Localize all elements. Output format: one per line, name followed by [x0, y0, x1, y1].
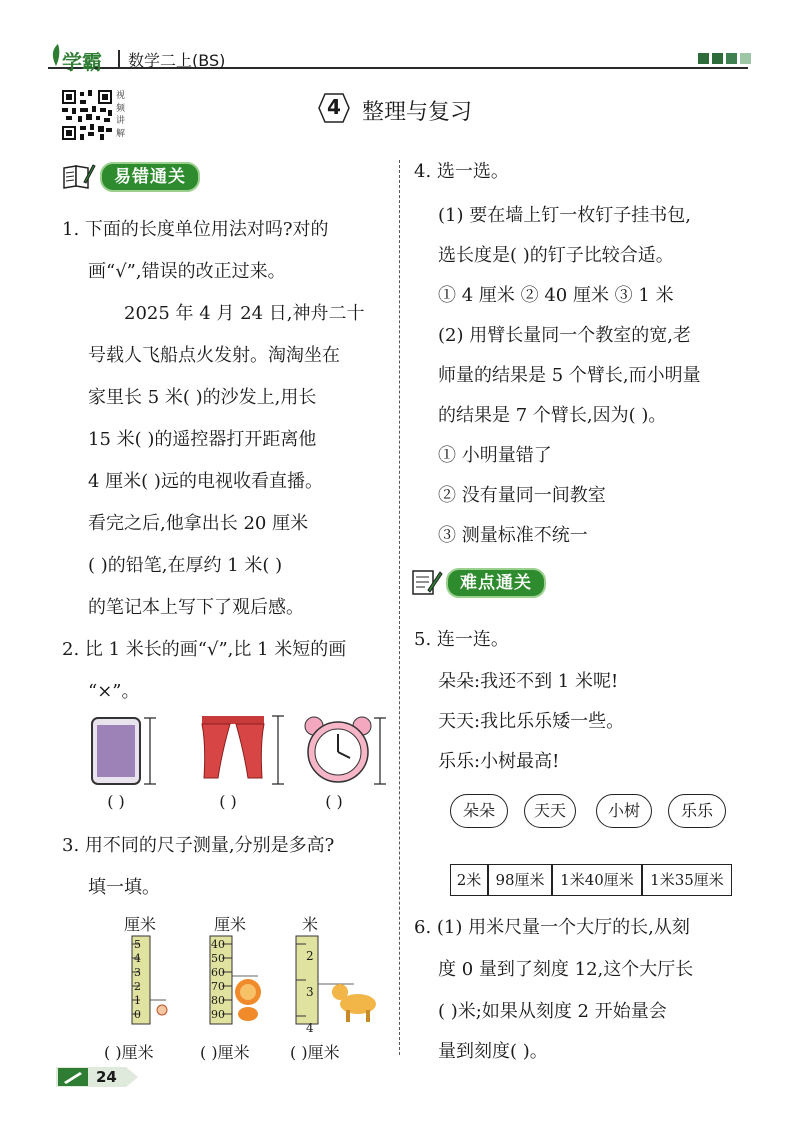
ruler-1-ticks: 5 4 3 2 1 0 [134, 938, 141, 1021]
qr-label: 视频讲解 [116, 91, 126, 139]
q4-option-2: ② 没有量同一间教室 [438, 485, 606, 506]
q1-line-6: 15 米( )的遥控器打开距离他 [88, 429, 317, 450]
ruler-scene [118, 932, 390, 1028]
q1-line-2: 画“√”,错误的改正过来。 [88, 261, 286, 282]
q2-line-1: 2. 比 1 米长的画“√”,比 1 米短的画 [62, 639, 347, 660]
tablet-icon [90, 714, 160, 790]
q4-line-5: (2) 用臂长量同一个教室的宽,老 [438, 325, 691, 346]
name-oval-duoduo[interactable]: 朵朵 [450, 794, 508, 828]
height-box-4[interactable]: 1米35厘米 [642, 864, 732, 896]
q4-option-1: ① 小明量错了 [438, 445, 552, 466]
qr-code-icon[interactable] [62, 90, 112, 140]
brand-separator [118, 50, 120, 68]
section-title-easy: 易错通关 [100, 162, 200, 192]
q2-blank-1[interactable]: ( ) [107, 792, 125, 811]
brand-logo: 学霸 [62, 50, 102, 74]
name-oval-lele[interactable]: 乐乐 [668, 794, 726, 828]
q2-blank-3[interactable]: ( ) [325, 792, 343, 811]
q5-line-4: 乐乐:小树最高! [438, 751, 560, 772]
q6-line-4: 量到刻度( )。 [438, 1041, 548, 1062]
q1-line-10: 的笔记本上写下了观后感。 [88, 597, 304, 618]
unit-title: 整理与复习 [362, 100, 473, 125]
unit-number: 4 [327, 95, 341, 119]
height-box-1[interactable]: 2米 [450, 864, 488, 896]
alarm-clock-icon [300, 714, 390, 790]
page-number: 24 [96, 1068, 117, 1086]
ruler-1-unit: 厘米 [124, 915, 157, 934]
q4-line-4: ① 4 厘米 ② 40 厘米 ③ 1 米 [438, 285, 674, 306]
q4-option-3: ③ 测量标准不统一 [438, 525, 588, 546]
q2-line-2: “×”。 [88, 681, 140, 702]
q1-line-1: 1. 下面的长度单位用法对吗?对的 [62, 219, 329, 240]
name-oval-tree[interactable]: 小树 [596, 794, 652, 828]
q1-line-7: 4 厘米( )远的电视收看直播。 [88, 471, 323, 492]
header-square-1 [698, 53, 709, 64]
q6-line-3: ( )米;如果从刻度 2 开始量会 [438, 1001, 667, 1022]
curtain-icon [198, 714, 290, 790]
notepad-pencil-icon [410, 568, 444, 596]
q1-line-9: ( )的铅笔,在厚约 1 米( ) [88, 555, 283, 576]
q4-line-7: 的结果是 7 个臂长,因为( )。 [438, 405, 667, 426]
q1-line-8: 看完之后,他拿出长 20 厘米 [88, 513, 309, 534]
column-divider [399, 160, 400, 1055]
height-box-2[interactable]: 98厘米 [488, 864, 552, 896]
ruler-2-unit: 厘米 [214, 915, 247, 934]
q1-line-4: 号载人飞船点火发射。淘淘坐在 [88, 345, 340, 366]
q4-line-2: (1) 要在墙上钉一枚钉子挂书包, [438, 205, 691, 226]
q4-line-6: 师量的结果是 5 个臂长,而小明量 [438, 365, 701, 386]
q5-line-3: 天天:我比乐乐矮一些。 [438, 711, 625, 732]
q4-line-3: 选长度是( )的钉子比较合适。 [438, 245, 674, 266]
ruler-3-unit: 米 [302, 915, 319, 934]
ruler-3-ticks: 2 3 4 [306, 949, 314, 1035]
q1-line-5: 家里长 5 米( )的沙发上,用长 [88, 387, 317, 408]
q2-blank-2[interactable]: ( ) [219, 792, 237, 811]
book-title: 数学二上(BS) [128, 51, 226, 70]
q4-line-1: 4. 选一选。 [414, 161, 509, 182]
header-square-2 [712, 53, 723, 64]
header-square-4 [740, 53, 751, 64]
header-square-3 [726, 53, 737, 64]
name-oval-tiantian[interactable]: 天天 [524, 794, 576, 828]
height-box-3[interactable]: 1米40厘米 [552, 864, 642, 896]
q3-answer-3[interactable]: ( )厘米 [290, 1043, 340, 1062]
q6-line-2: 度 0 量到了刻度 12,这个大厅长 [438, 959, 694, 980]
q1-line-3: 2025 年 4 月 24 日,神舟二十 [124, 303, 365, 324]
book-pencil-icon [62, 162, 96, 190]
section-title-hard: 难点通关 [446, 568, 546, 598]
ruler-2-ticks: 40 50 60 70 80 90 [211, 938, 225, 1021]
q3-answer-2[interactable]: ( )厘米 [200, 1043, 250, 1062]
q3-line-2: 填一填。 [88, 877, 160, 898]
q3-line-1: 3. 用不同的尺子测量,分别是多高? [62, 835, 335, 856]
q6-line-1: 6. (1) 用米尺量一个大厅的长,从刻 [414, 917, 690, 938]
q3-answer-1[interactable]: ( )厘米 [104, 1043, 154, 1062]
q5-line-1: 5. 连一连。 [414, 629, 509, 650]
q5-line-2: 朵朵:我还不到 1 米呢! [438, 671, 619, 692]
